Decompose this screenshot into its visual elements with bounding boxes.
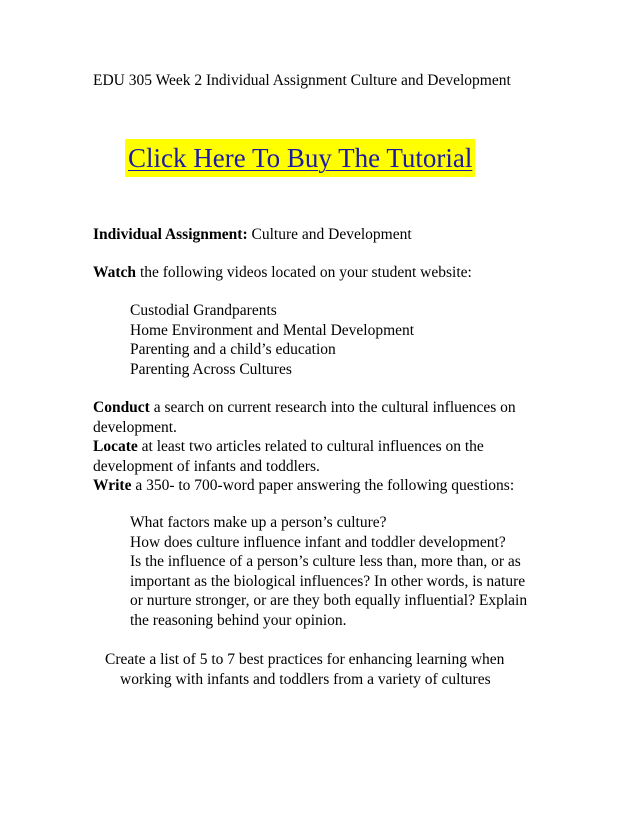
best-practices-line: working with infants and toddlers from a variety of cultures	[120, 670, 491, 688]
tutorial-link-highlight	[125, 139, 475, 177]
watch-text: the following videos located on your student website:	[136, 264, 472, 281]
locate-text-cont: development of infants and toddlers.	[93, 457, 320, 475]
question-item: the reasoning behind your opinion.	[130, 611, 347, 629]
assignment-text: Culture and Development	[247, 226, 412, 243]
video-item: Parenting and a child’s education	[130, 341, 336, 358]
video-item: Custodial Grandparents	[130, 302, 277, 319]
assignment-line	[93, 225, 412, 245]
conduct-label: Conduct	[93, 399, 150, 416]
video-item: Home Environment and Mental Development	[130, 321, 415, 339]
video-item: Parenting Across Cultures	[130, 360, 292, 378]
question-item: What factors make up a person’s culture?	[130, 514, 387, 531]
conduct-text: a search on current research into the cultural influences on	[149, 399, 516, 416]
question-list	[130, 513, 527, 630]
write-text: a 350- to 700-word paper answering the following questions:	[131, 477, 515, 494]
locate-label: Locate	[93, 438, 138, 455]
best-practices-line: Create a list of 5 to 7 best practices for enhancing learning when	[105, 651, 505, 668]
write-label: Write	[93, 477, 132, 494]
question-item: Is the influence of a person’s culture less than, more than, or as	[130, 553, 521, 570]
conduct-paragraph	[93, 398, 563, 496]
conduct-text-cont: development.	[93, 418, 177, 436]
question-item: or nurture stronger, or are they both equally influential? Explain	[130, 592, 528, 609]
watch-line	[93, 263, 472, 283]
locate-text: at least two articles related to cultural influences on the	[137, 438, 484, 455]
assignment-label: Individual Assignment:	[93, 226, 248, 243]
page-title: EDU 305 Week 2 Individual Assignment Culture and Development	[93, 72, 511, 89]
watch-label: Watch	[93, 264, 137, 281]
buy-tutorial-link[interactable]: Click Here To Buy The Tutorial	[128, 143, 473, 173]
question-item: important as the biological influences? In other words, is nature	[130, 572, 526, 590]
question-item: How does culture influence infant and toddler development?	[130, 533, 506, 551]
